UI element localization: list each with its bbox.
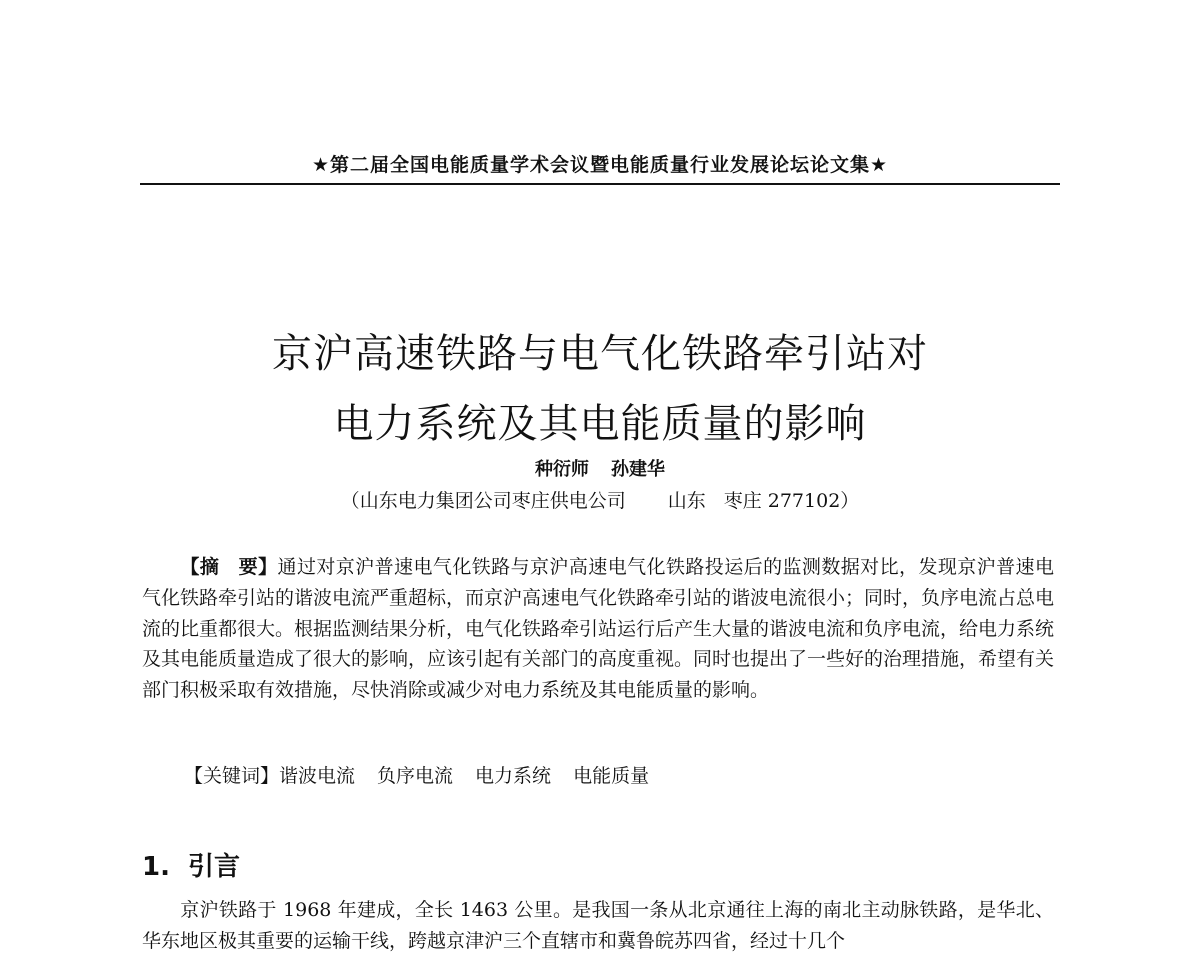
- abstract-text: 通过对京沪普速电气化铁路与京沪高速电气化铁路投运后的监测数据对比，发现京沪普速电气化铁路牵引站的谐波电流严重超标，而京沪高速电气化铁路牵引站的谐波电流很小；同时，负序电流占总电流的比重都很大。根据监测结果分析，电气化铁路牵引站运行后产生大量的谐波电流和负序电流，给电力系统及其电能质量造成了很大的影响，应该引起有关部门的高度重视。同时也提出了一些好的治理措施，希望有关部门积极采取有效措施，尽快消除或减少对电力系统及其电能质量的影响。: [142, 556, 1055, 702]
- keywords: [184, 761, 1054, 788]
- abstract-label: 【摘 要】: [180, 556, 278, 578]
- authors: [140, 455, 1060, 481]
- affiliation-open: （: [340, 490, 360, 512]
- body-paragraph: [142, 895, 1054, 957]
- affiliation: [140, 486, 1060, 513]
- keyword: 电力系统: [475, 765, 552, 787]
- affiliation-close: ）: [840, 490, 860, 512]
- author-1: 种衍师: [535, 459, 589, 480]
- paper-title-line-1: 京沪高速铁路与电气化铁路牵引站对: [272, 331, 928, 377]
- affiliation-org: 山东电力集团公司枣庄供电公司: [359, 490, 626, 512]
- author-2: 孙建华: [611, 459, 665, 480]
- keyword: 谐波电流: [279, 765, 356, 787]
- keywords-label: 【关键词】: [184, 765, 280, 787]
- keyword: 负序电流: [377, 765, 454, 787]
- body-paragraph-text: 京沪铁路于 1968 年建成，全长 1463 公里。是我国一条从北京通往上海的南北主动脉铁路，是华北、华东地区极其重要的运输干线，跨越京津沪三个直辖市和冀鲁皖苏四省，经过十几个: [142, 899, 1054, 952]
- running-header: ★第二届全国电能质量学术会议暨电能质量行业发展论坛论文集★: [311, 154, 889, 176]
- affiliation-city: 枣庄 277102: [723, 490, 841, 512]
- affiliation-province: 山东: [667, 490, 706, 512]
- abstract: [142, 552, 1054, 706]
- header-rule: [140, 183, 1060, 185]
- section-title: 引言: [187, 852, 240, 882]
- section-heading: [142, 846, 240, 883]
- keyword: 电能质量: [573, 765, 650, 787]
- section-number: 1.: [142, 852, 170, 882]
- paper-title-line-2: 电力系统及其电能质量的影响: [333, 401, 867, 447]
